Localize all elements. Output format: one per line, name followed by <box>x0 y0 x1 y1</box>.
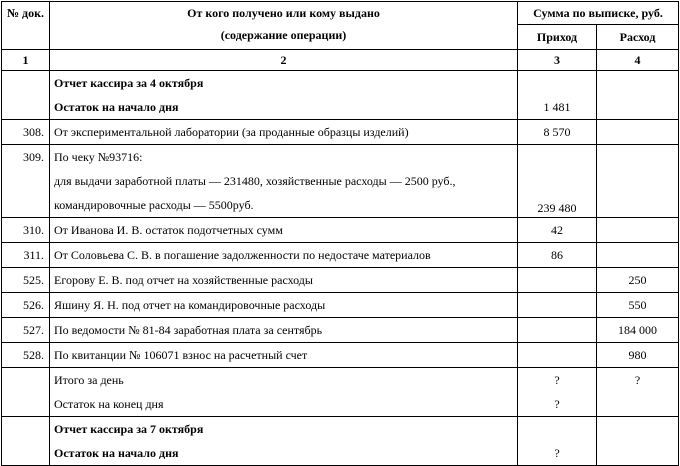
expense-cell: 550 <box>597 293 679 318</box>
operation-cell: Яшину Я. Н. под отчет на командировочные расходы <box>50 293 518 318</box>
income-cell <box>518 268 597 293</box>
doc-number-cell: 310. <box>2 218 50 243</box>
expense-cell <box>597 120 679 145</box>
column-number: 2 <box>50 50 518 71</box>
expense-cell: 980 <box>597 343 679 368</box>
expense-cell <box>597 417 679 466</box>
income-cell <box>518 293 597 318</box>
table-row <box>2 268 679 293</box>
income-cell: 239 480 <box>518 145 597 218</box>
income-cell: 86 <box>518 243 597 268</box>
operation-cell: По ведомости № 81-84 заработная плата за сентябрь <box>50 318 518 343</box>
operation-cell: От Иванова И. В. остаток подотчетных сумм <box>50 218 518 243</box>
operation-cell: Отчет кассира за 7 октября Остаток на начало дня <box>50 417 518 466</box>
column-number-row <box>2 50 679 71</box>
doc-number-cell <box>2 71 50 120</box>
expense-cell: 250 <box>597 268 679 293</box>
expense-cell <box>597 145 679 218</box>
table-row <box>2 218 679 243</box>
column-number: 4 <box>597 50 679 71</box>
header-row-1 <box>2 2 679 25</box>
table-row <box>2 318 679 343</box>
operation-cell: Егорову Е. В. под отчет на хозяйственные расходы <box>50 268 518 293</box>
column-number: 1 <box>2 50 50 71</box>
amount-group-header: Сумма по выписке, руб. <box>518 2 679 25</box>
operation-cell: По чеку №93716: для выдачи заработной платы — 231480, хозяйственные расходы — 2500 руб., командировочные расходы — 5500руб. <box>50 145 518 218</box>
expense-cell: 184 000 <box>597 318 679 343</box>
income-cell: 42 <box>518 218 597 243</box>
doc-number-cell: 528. <box>2 343 50 368</box>
expense-cell: ? <box>597 368 679 417</box>
operation-cell: По квитанции № 106071 взнос на расчетный счет <box>50 343 518 368</box>
income-header: Приход <box>518 25 597 50</box>
table-row <box>2 71 679 120</box>
income-cell: ? <box>518 417 597 466</box>
expense-cell <box>597 218 679 243</box>
income-cell: 1 481 <box>518 71 597 120</box>
income-cell <box>518 318 597 343</box>
expense-cell <box>597 243 679 268</box>
income-cell <box>518 343 597 368</box>
doc-number-cell <box>2 417 50 466</box>
table-row <box>2 368 679 417</box>
expense-header: Расход <box>597 25 679 50</box>
cash-ledger-table <box>1 1 679 466</box>
doc-no-header: № док. <box>2 2 50 50</box>
doc-number-cell: 311. <box>2 243 50 268</box>
operation-cell: Итого за день Остаток на конец дня <box>50 368 518 417</box>
table-row <box>2 120 679 145</box>
table-row <box>2 145 679 218</box>
table-row <box>2 343 679 368</box>
doc-number-cell <box>2 368 50 417</box>
doc-number-cell: 308. <box>2 120 50 145</box>
expense-cell <box>597 71 679 120</box>
doc-number-cell: 309. <box>2 145 50 218</box>
doc-number-cell: 526. <box>2 293 50 318</box>
doc-number-cell: 525. <box>2 268 50 293</box>
operation-cell: От экспериментальной лаборатории (за проданные образцы изделий) <box>50 120 518 145</box>
column-number: 3 <box>518 50 597 71</box>
table-row <box>2 243 679 268</box>
operation-header: От кого получено или кому выдано (содержание операции) <box>50 2 518 50</box>
income-cell: 8 570 <box>518 120 597 145</box>
operation-cell: От Соловьева С. В. в погашение задолженности по недостаче материалов <box>50 243 518 268</box>
table-row <box>2 293 679 318</box>
doc-number-cell: 527. <box>2 318 50 343</box>
operation-cell: Отчет кассира за 4 октября Остаток на начало дня <box>50 71 518 120</box>
income-cell: ? ? <box>518 368 597 417</box>
table-row <box>2 417 679 466</box>
